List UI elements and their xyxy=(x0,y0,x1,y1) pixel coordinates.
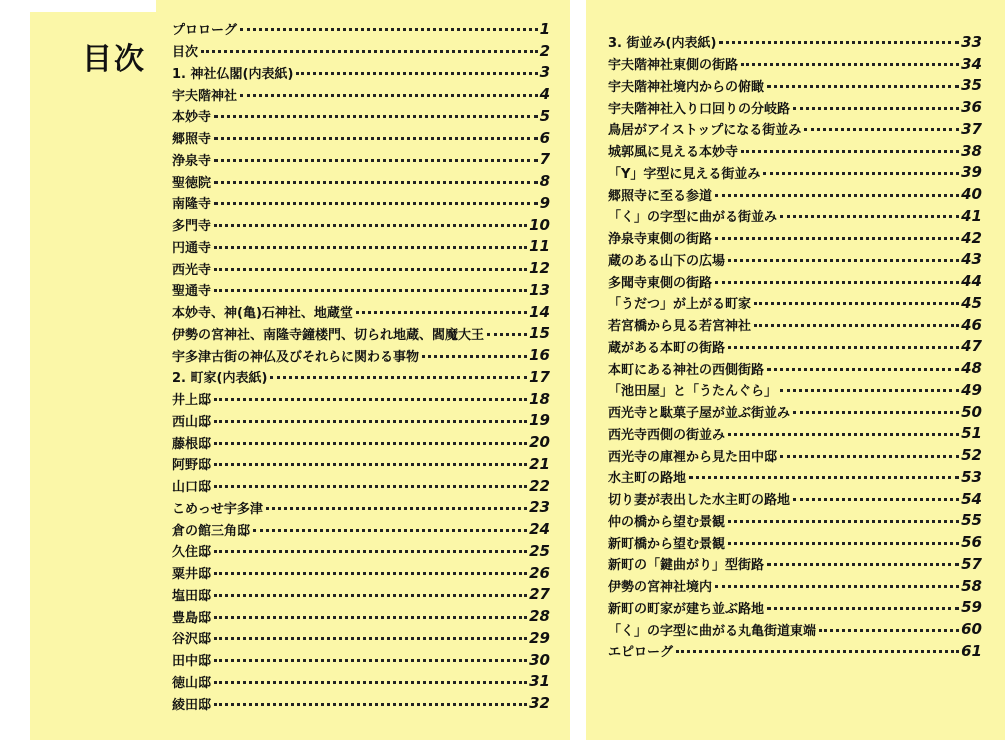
toc-entry xyxy=(172,497,550,519)
dot-leader xyxy=(214,246,527,249)
toc-entry-label: 若宮橋から見る若宮神社 xyxy=(608,319,752,335)
toc-entry-page-number: 46 xyxy=(961,315,982,334)
toc-entry-page-number: 16 xyxy=(529,346,550,365)
dot-leader xyxy=(767,563,959,566)
dot-leader xyxy=(487,333,527,336)
toc-entry-label: 本妙寺 xyxy=(172,110,212,126)
toc-list-left xyxy=(172,18,550,714)
toc-entry-page-number: 28 xyxy=(529,607,550,626)
toc-entry-page-number: 29 xyxy=(529,628,550,647)
toc-entry xyxy=(608,488,982,510)
toc-entry-label: 宇夫階神社 xyxy=(172,88,238,104)
toc-entry-page-number: 50 xyxy=(961,402,982,421)
toc-entry xyxy=(172,257,550,279)
dot-leader xyxy=(253,529,527,532)
dot-leader xyxy=(754,302,959,305)
toc-entry xyxy=(172,301,550,323)
toc-entry-label: 井上邸 xyxy=(172,393,212,409)
toc-entry-page-number: 43 xyxy=(961,250,982,269)
dot-leader xyxy=(719,41,959,44)
toc-entry-page-number: 40 xyxy=(961,185,982,204)
toc-entry xyxy=(172,40,550,62)
toc-entry-label: 本町にある神社の西側街路 xyxy=(608,362,765,378)
toc-entry-label: 聖通寺 xyxy=(172,284,212,300)
toc-entry xyxy=(608,379,982,401)
dot-leader xyxy=(676,650,959,653)
toc-entry xyxy=(172,62,550,84)
toc-entry-label: エピローグ xyxy=(608,645,674,661)
toc-entry-label: 南隆寺 xyxy=(172,197,212,213)
toc-entry-page-number: 9 xyxy=(539,193,550,212)
toc-entry-label: 本妙寺、神(亀)石神社、地蔵堂 xyxy=(172,306,353,322)
toc-entry xyxy=(608,423,982,445)
toc-entry-page-number: 2 xyxy=(539,41,550,60)
toc-entry xyxy=(608,96,982,118)
dot-leader xyxy=(214,202,538,205)
toc-entry-page-number: 53 xyxy=(961,467,982,486)
dot-leader xyxy=(793,498,959,501)
toc-entry-label: 宇夫階神社入り口回りの分岐路 xyxy=(608,101,791,117)
toc-entry-page-number: 44 xyxy=(961,272,982,291)
toc-entry-label: 新町の「鍵曲がり」型街路 xyxy=(608,558,765,574)
dot-leader xyxy=(767,607,959,610)
dot-leader xyxy=(715,585,959,588)
dot-leader xyxy=(214,115,538,118)
toc-entry xyxy=(172,127,550,149)
toc-entry-label: 「く」の字型に曲がる丸亀街道東端 xyxy=(608,623,817,639)
toc-list-right xyxy=(608,31,982,662)
dot-leader xyxy=(793,107,959,110)
toc-entry-label: プロローグ xyxy=(172,23,238,39)
dot-leader xyxy=(715,237,959,240)
toc-entry-page-number: 60 xyxy=(961,620,982,639)
toc-entry-page-number: 3 xyxy=(539,63,550,82)
toc-entry-page-number: 20 xyxy=(529,433,550,452)
toc-entry xyxy=(608,640,982,662)
dot-leader xyxy=(422,355,527,358)
dot-leader xyxy=(214,703,527,706)
toc-entry-page-number: 56 xyxy=(961,533,982,552)
toc-entry-page-number: 47 xyxy=(961,337,982,356)
dot-leader xyxy=(793,411,959,414)
toc-entry-label: 「池田屋」と「うたんぐら」 xyxy=(608,384,778,400)
toc-entry xyxy=(608,162,982,184)
toc-entry-page-number: 39 xyxy=(961,163,982,182)
dot-leader xyxy=(728,542,959,545)
dot-leader xyxy=(201,50,538,53)
toc-entry xyxy=(608,510,982,532)
toc-entry xyxy=(608,75,982,97)
toc-entry xyxy=(608,597,982,619)
dot-leader xyxy=(214,420,527,423)
dot-leader xyxy=(296,72,537,75)
toc-entry-label: 阿野邸 xyxy=(172,458,212,474)
dot-leader xyxy=(767,85,959,88)
toc-entry xyxy=(608,531,982,553)
toc-entry xyxy=(172,149,550,171)
toc-entry-page-number: 14 xyxy=(529,302,550,321)
toc-entry-page-number: 18 xyxy=(529,389,550,408)
toc-entry xyxy=(172,692,550,714)
toc-entry xyxy=(608,31,982,53)
dot-leader xyxy=(214,137,538,140)
toc-entry-label: 西光寺の庫裡から見た田中邸 xyxy=(608,449,778,465)
dot-leader xyxy=(728,346,959,349)
toc-entry-label: 倉の館三角邸 xyxy=(172,523,251,539)
dot-leader xyxy=(214,485,527,488)
toc-entry xyxy=(172,540,550,562)
dot-leader xyxy=(214,637,527,640)
toc-entry-page-number: 35 xyxy=(961,76,982,95)
toc-entry-page-number: 48 xyxy=(961,359,982,378)
dot-leader xyxy=(767,368,959,371)
toc-entry xyxy=(172,170,550,192)
dot-leader xyxy=(214,681,527,684)
dot-leader xyxy=(715,281,959,284)
toc-entry xyxy=(608,249,982,271)
toc-entry-page-number: 6 xyxy=(539,128,550,147)
toc-entry xyxy=(172,105,550,127)
toc-entry xyxy=(608,466,982,488)
toc-entry-label: 伊勢の宮神社、南隆寺鐘楼門、切られ地蔵、閻魔大王 xyxy=(172,327,485,343)
dot-leader xyxy=(741,150,959,153)
dot-leader xyxy=(214,616,527,619)
toc-entry-label: 鳥居がアイストップになる街並み xyxy=(608,123,802,139)
toc-entry-label: 田中邸 xyxy=(172,654,212,670)
toc-entry-label: 「く」の字型に曲がる街並み xyxy=(608,210,778,226)
toc-entry-page-number: 21 xyxy=(529,454,550,473)
dot-leader xyxy=(356,311,527,314)
toc-entry-page-number: 5 xyxy=(539,106,550,125)
toc-entry xyxy=(172,627,550,649)
toc-entry-page-number: 52 xyxy=(961,446,982,465)
toc-entry-label: 多門寺 xyxy=(172,219,212,235)
toc-entry xyxy=(172,562,550,584)
toc-entry-page-number: 45 xyxy=(961,293,982,312)
dot-leader xyxy=(780,215,959,218)
toc-entry-label: 徳山邸 xyxy=(172,675,212,691)
toc-entry-label: 郷照寺 xyxy=(172,132,212,148)
toc-entry xyxy=(608,575,982,597)
dot-leader xyxy=(240,28,538,31)
dot-leader xyxy=(214,268,527,271)
toc-entry-page-number: 23 xyxy=(529,498,550,517)
toc-entry-page-number: 8 xyxy=(539,172,550,191)
dot-leader xyxy=(728,520,959,523)
toc-entry-label: 豊島邸 xyxy=(172,610,212,626)
toc-entry-page-number: 41 xyxy=(961,206,982,225)
toc-entry xyxy=(608,118,982,140)
toc-entry xyxy=(608,205,982,227)
dot-leader xyxy=(240,94,538,97)
toc-entry-page-number: 34 xyxy=(961,54,982,73)
toc-entry-label: こめっせ宇多津 xyxy=(172,501,263,517)
toc-entry-label: 西光寺と駄菓子屋が並ぶ街並み xyxy=(608,406,791,422)
toc-entry-page-number: 54 xyxy=(961,489,982,508)
toc-entry-page-number: 37 xyxy=(961,119,982,138)
toc-entry-label: 蔵のある山下の広場 xyxy=(608,253,726,269)
toc-entry-label: 宇夫階神社境内からの俯瞰 xyxy=(608,79,765,95)
toc-entry xyxy=(172,388,550,410)
toc-entry-label: 多聞寺東側の街路 xyxy=(608,275,713,291)
dot-leader xyxy=(214,659,527,662)
toc-entry-label: 聖徳院 xyxy=(172,175,212,191)
page-title: 目次 xyxy=(82,42,146,77)
toc-entry-page-number: 11 xyxy=(529,237,550,256)
toc-entry xyxy=(608,292,982,314)
toc-entry xyxy=(608,183,982,205)
toc-entry-label: 仲の橋から望む景観 xyxy=(608,514,726,530)
toc-entry-page-number: 42 xyxy=(961,228,982,247)
toc-entry-page-number: 30 xyxy=(529,650,550,669)
dot-leader xyxy=(214,181,538,184)
dot-leader xyxy=(214,289,527,292)
toc-entry-label: 西光寺西側の街並み xyxy=(608,427,726,443)
toc-entry-page-number: 33 xyxy=(961,32,982,51)
dot-leader xyxy=(214,594,527,597)
toc-entry-label: 「うだつ」が上がる町家 xyxy=(608,297,752,313)
toc-entry-label: 切り妻が表出した水主町の路地 xyxy=(608,493,791,509)
toc-entry-label: 谷沢邸 xyxy=(172,632,212,648)
toc-entry-label: 久住邸 xyxy=(172,545,212,561)
toc-entry xyxy=(172,410,550,432)
toc-entry xyxy=(172,192,550,214)
toc-entry-label: 3. 街並み(内表紙) xyxy=(608,36,717,52)
toc-entry xyxy=(172,83,550,105)
dot-leader xyxy=(715,194,959,197)
toc-entry-label: 新町の町家が建ち並ぶ路地 xyxy=(608,601,765,617)
toc-entry-page-number: 25 xyxy=(529,541,550,560)
toc-entry-page-number: 26 xyxy=(529,563,550,582)
dot-leader xyxy=(214,224,527,227)
toc-entry-label: 西山邸 xyxy=(172,414,212,430)
toc-entry-label: 蔵がある本町の街路 xyxy=(608,340,726,356)
toc-entry xyxy=(172,605,550,627)
toc-entry-page-number: 61 xyxy=(961,641,982,660)
right-page xyxy=(586,0,1005,740)
dot-leader xyxy=(741,63,959,66)
toc-entry xyxy=(172,18,550,40)
toc-entry-page-number: 13 xyxy=(529,280,550,299)
toc-entry-page-number: 19 xyxy=(529,411,550,430)
toc-entry-page-number: 15 xyxy=(529,324,550,343)
toc-entry xyxy=(172,344,550,366)
toc-entry-page-number: 7 xyxy=(539,150,550,169)
dot-leader xyxy=(819,629,959,632)
toc-entry-label: 水主町の路地 xyxy=(608,471,687,487)
toc-entry-label: 城郭風に見える本妙寺 xyxy=(608,145,739,161)
dot-leader xyxy=(754,324,959,327)
toc-entry xyxy=(608,357,982,379)
toc-entry-label: 浄泉寺 xyxy=(172,153,212,169)
dot-leader xyxy=(780,455,959,458)
toc-entry-label: 円通寺 xyxy=(172,240,212,256)
toc-entry xyxy=(172,671,550,693)
dot-leader xyxy=(214,572,527,575)
toc-entry-page-number: 55 xyxy=(961,511,982,530)
toc-entry xyxy=(608,401,982,423)
dot-leader xyxy=(214,550,527,553)
toc-entry-page-number: 17 xyxy=(529,367,550,386)
toc-entry xyxy=(172,431,550,453)
toc-entry-page-number: 12 xyxy=(529,259,550,278)
toc-entry-page-number: 38 xyxy=(961,141,982,160)
toc-entry-label: 目次 xyxy=(172,45,199,61)
toc-entry xyxy=(608,53,982,75)
toc-entry xyxy=(608,444,982,466)
toc-entry-label: 藤根邸 xyxy=(172,436,212,452)
toc-entry-label: 粟井邸 xyxy=(172,567,212,583)
toc-entry xyxy=(608,336,982,358)
toc-entry-page-number: 59 xyxy=(961,598,982,617)
toc-entry xyxy=(172,475,550,497)
dot-leader xyxy=(270,376,527,379)
toc-entry xyxy=(608,553,982,575)
dot-leader xyxy=(728,259,959,262)
toc-entry-page-number: 22 xyxy=(529,476,550,495)
toc-entry xyxy=(172,584,550,606)
toc-entry xyxy=(172,236,550,258)
toc-entry-label: 宇多津古街の神仏及びそれらに関わる事物 xyxy=(172,349,420,365)
dot-leader xyxy=(728,433,959,436)
toc-entry-label: 新町橋から望む景観 xyxy=(608,536,726,552)
toc-entry-label: 郷照寺に至る参道 xyxy=(608,188,713,204)
toc-entry-label: 「Y」字型に見える街並み xyxy=(608,166,761,182)
dot-leader xyxy=(214,159,538,162)
left-page xyxy=(30,0,570,740)
dot-leader xyxy=(780,389,959,392)
toc-entry-label: 山口邸 xyxy=(172,480,212,496)
toc-entry xyxy=(172,279,550,301)
dot-leader xyxy=(214,398,527,401)
toc-entry xyxy=(608,270,982,292)
dot-leader xyxy=(763,172,959,175)
toc-entry xyxy=(172,453,550,475)
toc-entry-page-number: 51 xyxy=(961,424,982,443)
toc-entry-page-number: 1 xyxy=(539,19,550,38)
toc-entry xyxy=(608,618,982,640)
toc-entry-label: 西光寺 xyxy=(172,262,212,278)
dot-leader xyxy=(804,128,959,131)
toc-entry-page-number: 36 xyxy=(961,98,982,117)
toc-entry-label: 塩田邸 xyxy=(172,588,212,604)
toc-entry-page-number: 27 xyxy=(529,585,550,604)
toc-entry-page-number: 57 xyxy=(961,554,982,573)
toc-entry-label: 1. 神社仏閣(内表紙) xyxy=(172,66,294,82)
toc-entry-label: 綾田邸 xyxy=(172,697,212,713)
toc-entry xyxy=(172,649,550,671)
toc-entry xyxy=(608,140,982,162)
toc-entry-label: 伊勢の宮神社境内 xyxy=(608,580,713,596)
toc-entry xyxy=(172,214,550,236)
dot-leader xyxy=(266,507,527,510)
toc-entry-page-number: 32 xyxy=(529,694,550,713)
toc-entry-label: 宇夫階神社東側の街路 xyxy=(608,58,739,74)
dot-leader xyxy=(214,442,527,445)
toc-entry xyxy=(608,227,982,249)
toc-entry xyxy=(172,366,550,388)
toc-entry-page-number: 24 xyxy=(529,520,550,539)
toc-entry-page-number: 4 xyxy=(539,85,550,104)
toc-entry-page-number: 58 xyxy=(961,576,982,595)
toc-entry-label: 浄泉寺東側の街路 xyxy=(608,232,713,248)
toc-entry-page-number: 31 xyxy=(529,672,550,691)
toc-entry-page-number: 49 xyxy=(961,380,982,399)
toc-entry-page-number: 10 xyxy=(529,215,550,234)
toc-entry-label: 2. 町家(内表紙) xyxy=(172,371,268,387)
toc-entry xyxy=(608,314,982,336)
toc-entry xyxy=(172,518,550,540)
dot-leader xyxy=(214,463,527,466)
dot-leader xyxy=(689,476,959,479)
toc-entry xyxy=(172,323,550,345)
